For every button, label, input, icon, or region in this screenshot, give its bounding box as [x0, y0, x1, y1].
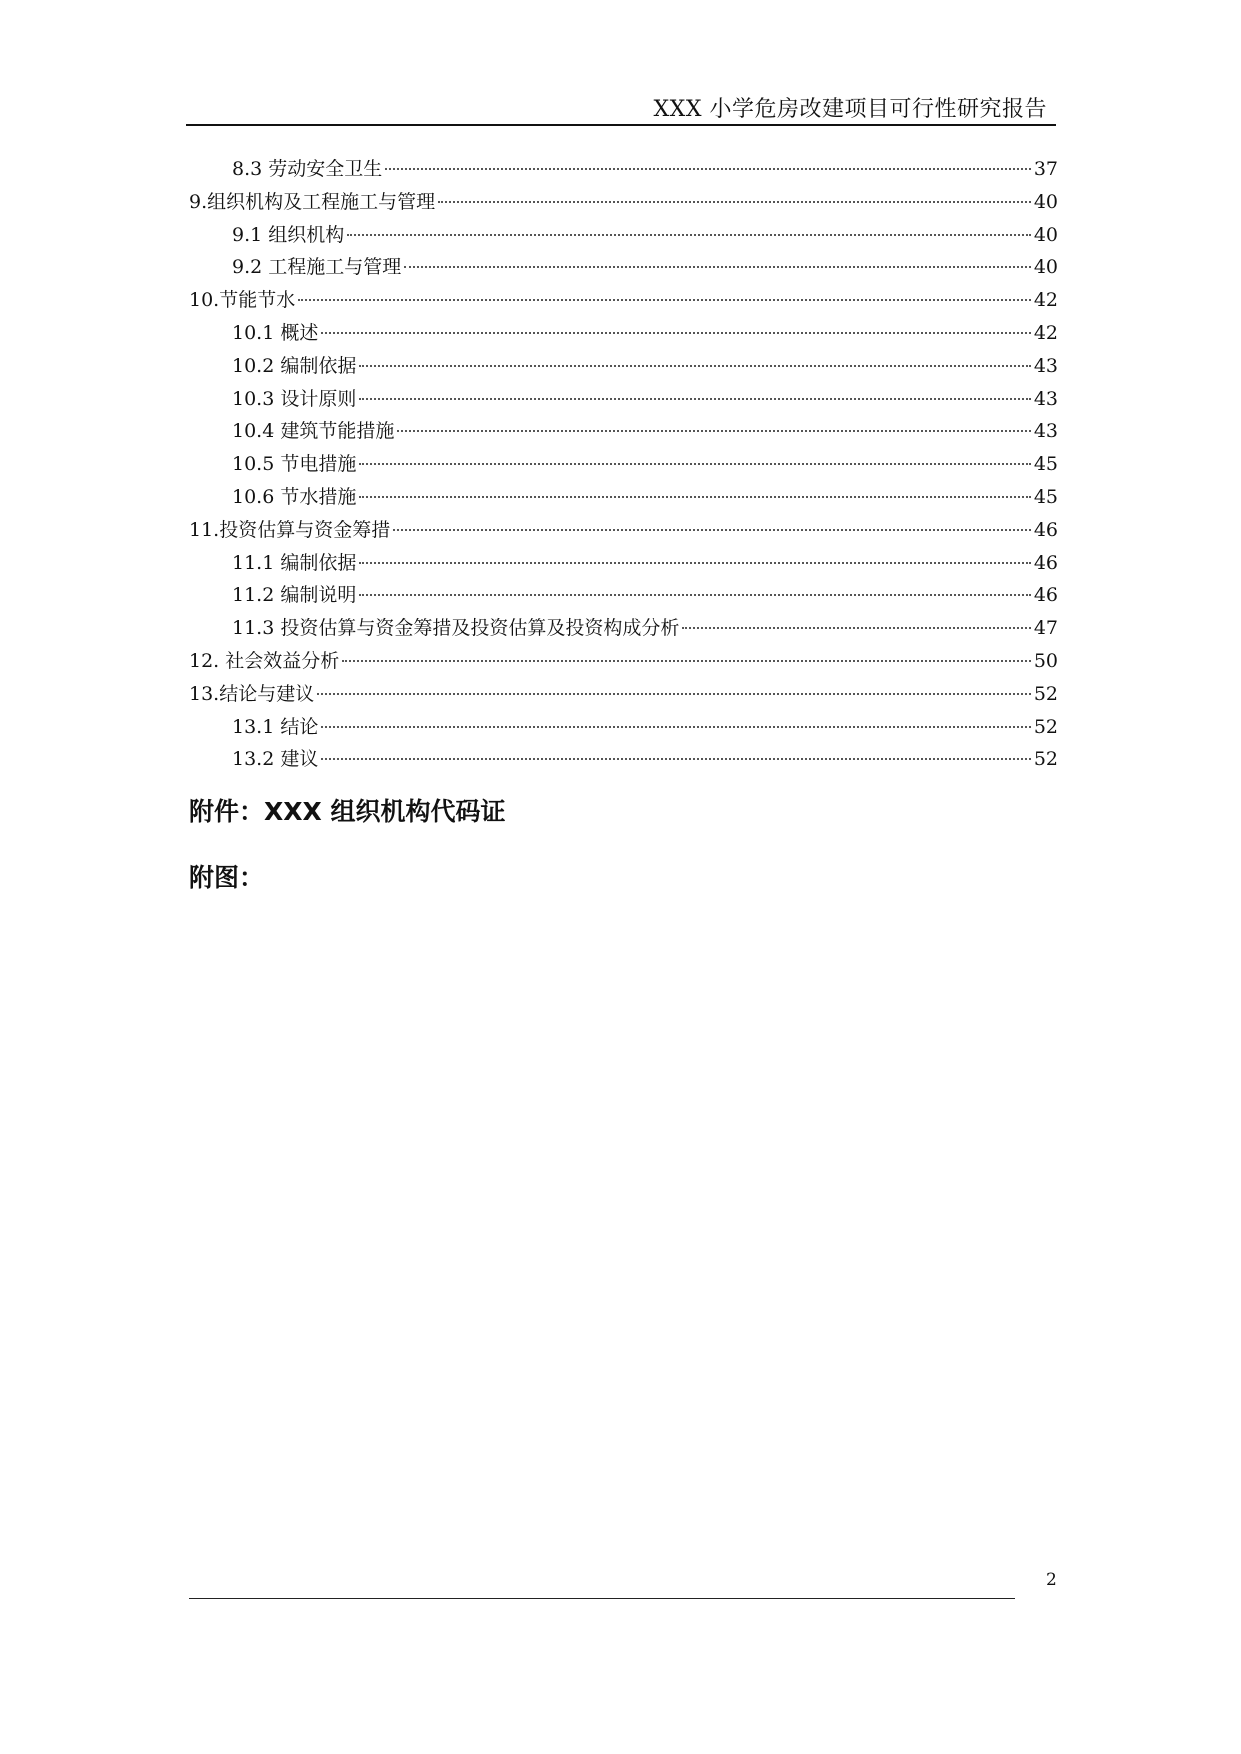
toc-entry[interactable]: [189, 219, 1058, 252]
toc-entry-page-number: 40: [1033, 223, 1058, 246]
toc-entry[interactable]: [189, 547, 1058, 580]
toc-entry-page-number: 37: [1033, 158, 1058, 180]
toc-entry[interactable]: [189, 284, 1058, 317]
toc-dot-leader: [359, 496, 1030, 498]
toc-entry[interactable]: [189, 153, 1058, 186]
table-of-contents: [189, 153, 1058, 776]
toc-dot-leader: [397, 430, 1030, 432]
toc-dot-leader: [359, 365, 1030, 367]
toc-entry[interactable]: [189, 350, 1058, 383]
toc-entry[interactable]: [189, 415, 1058, 448]
toc-dot-leader: [321, 758, 1030, 760]
toc-entry[interactable]: [189, 186, 1058, 219]
toc-entry[interactable]: [189, 711, 1058, 744]
page-number: 2: [1046, 1570, 1057, 1590]
toc-entry-page-number: 42: [1033, 321, 1058, 344]
running-header-title: XXX 小学危房改建项目可行性研究报告: [653, 97, 1047, 122]
toc-entry-title: 13.1 结论: [232, 715, 319, 738]
toc-dot-leader: [359, 594, 1030, 596]
toc-entry-title: 9.组织机构及工程施工与管理: [189, 190, 436, 213]
toc-entry[interactable]: [189, 645, 1058, 678]
toc-entry[interactable]: [189, 251, 1058, 284]
toc-entry-title: 11.3 投资估算与资金筹措及投资估算及投资构成分析: [232, 617, 680, 640]
toc-entry-title: 10.节能节水: [189, 289, 296, 312]
toc-entry[interactable]: [189, 448, 1058, 481]
toc-dot-leader: [298, 299, 1031, 301]
toc-entry-title: 10.3 设计原则: [232, 387, 357, 410]
appendix-attachment-heading: 附件：XXX 组织机构代码证: [189, 797, 506, 826]
toc-entry-page-number: 43: [1033, 354, 1058, 377]
toc-entry-page-number: 43: [1033, 420, 1058, 443]
toc-dot-leader: [321, 726, 1030, 728]
toc-entry-page-number: 46: [1033, 551, 1058, 574]
toc-entry-page-number: 45: [1033, 485, 1058, 508]
toc-entry-page-number: 40: [1033, 190, 1058, 213]
toc-entry-title: 10.5 节电措施: [232, 453, 357, 476]
toc-entry-title: 9.1 组织机构: [232, 223, 345, 246]
toc-entry[interactable]: [189, 579, 1058, 612]
toc-entry-title: 10.4 建筑节能措施: [232, 420, 395, 443]
toc-dot-leader: [321, 332, 1030, 334]
toc-dot-leader: [317, 693, 1031, 695]
toc-entry-title: 8.3 劳动安全卫生: [232, 158, 383, 180]
toc-entry-title: 12. 社会效益分析: [189, 649, 340, 672]
appendix-figures-heading: 附图：: [189, 863, 265, 892]
header-rule: [186, 124, 1056, 126]
toc-entry-title: 11.2 编制说明: [232, 584, 357, 607]
toc-entry[interactable]: [189, 678, 1058, 711]
toc-dot-leader: [347, 234, 1031, 236]
toc-entry-title: 10.2 编制依据: [232, 354, 357, 377]
toc-entry[interactable]: [189, 481, 1058, 514]
toc-entry-title: 9.2 工程施工与管理: [232, 256, 402, 279]
toc-dot-leader: [404, 266, 1031, 268]
toc-entry-title: 13.结论与建议: [189, 682, 315, 705]
toc-entry[interactable]: [189, 743, 1058, 776]
toc-dot-leader: [438, 201, 1031, 203]
toc-entry-page-number: 46: [1033, 518, 1058, 541]
toc-entry-title: 11.投资估算与资金筹措: [189, 518, 391, 541]
toc-entry[interactable]: [189, 612, 1058, 645]
toc-dot-leader: [342, 660, 1031, 662]
toc-dot-leader: [385, 168, 1031, 170]
toc-entry-page-number: 43: [1033, 387, 1058, 410]
toc-entry-page-number: 52: [1033, 748, 1058, 771]
toc-dot-leader: [359, 398, 1030, 400]
toc-dot-leader: [359, 562, 1030, 564]
toc-dot-leader: [682, 627, 1030, 629]
toc-entry[interactable]: [189, 383, 1058, 416]
toc-entry-page-number: 52: [1033, 715, 1058, 738]
toc-entry-page-number: 50: [1033, 649, 1058, 672]
toc-entry[interactable]: [189, 317, 1058, 350]
toc-entry-page-number: 52: [1033, 682, 1058, 705]
toc-entry-page-number: 47: [1033, 617, 1058, 640]
toc-entry-page-number: 40: [1033, 256, 1058, 279]
toc-dot-leader: [359, 463, 1030, 465]
toc-entry-page-number: 42: [1033, 289, 1058, 312]
toc-entry-title: 10.6 节水措施: [232, 485, 357, 508]
toc-dot-leader: [393, 529, 1031, 531]
toc-entry-page-number: 46: [1033, 584, 1058, 607]
toc-entry[interactable]: [189, 514, 1058, 547]
footer-rule: [189, 1598, 1015, 1599]
toc-entry-title: 10.1 概述: [232, 321, 319, 344]
toc-entry-title: 13.2 建议: [232, 748, 319, 771]
toc-entry-page-number: 45: [1033, 453, 1058, 476]
toc-entry-title: 11.1 编制依据: [232, 551, 357, 574]
